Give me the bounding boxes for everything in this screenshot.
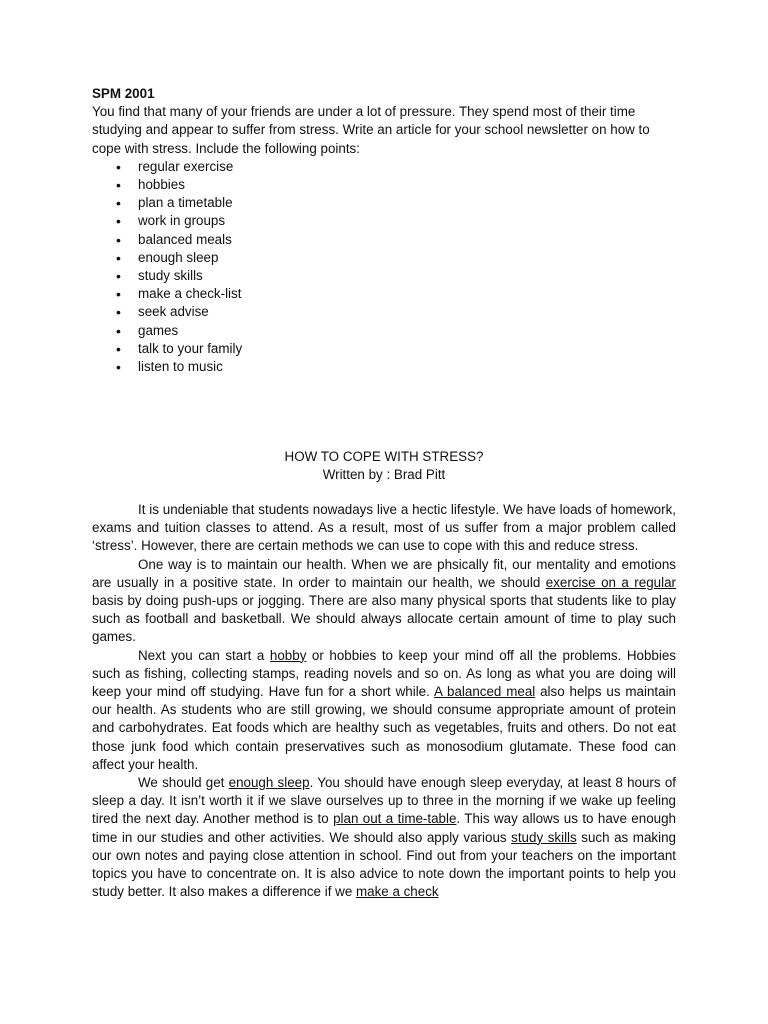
- essay-prompt: [92, 85, 682, 376]
- list-item: • talk to your family: [92, 340, 682, 358]
- prompt-task: You find that many of your friends are under a lot of pressure. They spend most of their time studying and appear to suffer from stress. Write an article for your school newsletter on how to cope with stress. Include the following points:: [92, 104, 650, 156]
- article-paragraph: [92, 556, 676, 647]
- article-paragraph: [92, 774, 676, 901]
- underlined-key-phrase: hobby: [269, 647, 307, 663]
- article-byline: Written by : Brad Pitt: [322, 467, 446, 483]
- underlined-key-phrase: make a check: [355, 884, 439, 900]
- paragraph-text: . You should have enough sleep everyday, at least 8 hours of sleep a day. It isn’t worth it if we slave ourselves up to three in the morning if we wake up feeling tired the next day. Another method is to: [92, 775, 676, 827]
- list-item: • seek advise: [92, 303, 682, 321]
- paragraph-text: such as making our own notes and paying close attention in school. Find out from your teachers on the important topics you have to concentrate on. It is also advice to note down the important points to help you study better. It also makes a difference if we: [92, 829, 676, 900]
- underlined-key-phrase: exercise on a regular: [545, 574, 676, 590]
- underlined-key-phrase: study skills: [511, 829, 577, 845]
- article-header: [92, 448, 676, 484]
- paragraph-text: One way is to maintain our health. When we are phsically fit, our mentality and emotions are usually in a positive state. In order to maintain our health, we should: [92, 556, 676, 590]
- article-paragraph: [92, 647, 676, 774]
- underlined-key-phrase: plan out a time-table: [333, 811, 457, 827]
- paragraph-text: basis by doing push-ups or jogging. There are also many physical sports that students like to play such as football and basketball. We should always allocate certain amount of time to play such games.: [92, 593, 676, 645]
- paragraph-text: or hobbies to keep your mind off all the problems. Hobbies such as fishing, collecting stamps, reading novels and so on. As long as what you are doing will keep your mind off studying. Have fun for a short while.: [92, 647, 676, 700]
- article-paragraph: [92, 501, 676, 556]
- paragraph-text: It is undeniable that students nowadays live a hectic lifestyle. We have loads of homework, exams and tuition classes to attend. As a result, most of us suffer from a major problem called ‘stress’. However, there are certain methods we can use to cope with this and reduce stress.: [92, 502, 676, 554]
- list-item: • work in groups: [92, 212, 682, 230]
- list-item: • listen to music: [92, 358, 682, 376]
- list-item: • make a check-list: [92, 285, 682, 303]
- paragraph-text: also helps us maintain our health. As students who are still growing, we should consume appropriate amount of protein and carbohydrates. Eat foods which are healthy such as vegetables, fruits and others. Do not eat those junk food which contain preservatives such as monosodium glutamate. These food can affect your health.: [92, 684, 676, 772]
- list-item: • games: [92, 322, 682, 340]
- points-list: [92, 158, 682, 376]
- underlined-key-phrase: A balanced meal: [433, 684, 536, 700]
- list-item: • hobbies: [92, 176, 682, 194]
- list-item: • balanced meals: [92, 231, 682, 249]
- prompt-heading: SPM 2001: [92, 86, 155, 101]
- underlined-key-phrase: enough sleep: [228, 775, 310, 791]
- paragraph-text: . This way allows us to have enough time in our studies and other activities. We should also apply various: [92, 811, 676, 845]
- list-item: • enough sleep: [92, 249, 682, 267]
- paragraph-text: Next you can start a: [138, 647, 270, 663]
- list-item: • regular exercise: [92, 158, 682, 176]
- list-item: • study skills: [92, 267, 682, 285]
- article-body: [92, 501, 676, 901]
- list-item: • plan a timetable: [92, 194, 682, 212]
- article-title: HOW TO COPE WITH STRESS?: [284, 449, 484, 464]
- paragraph-text: We should get: [138, 775, 229, 791]
